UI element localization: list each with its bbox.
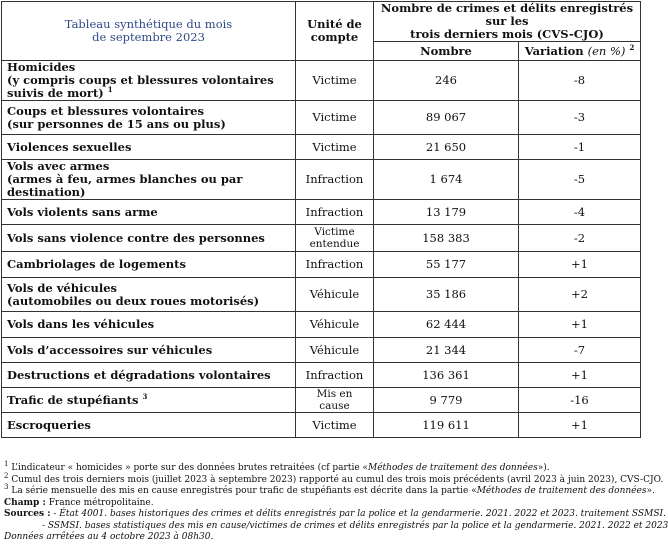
footnote-3 bbox=[4, 483, 655, 498]
summary-table bbox=[1, 1, 641, 438]
variation-column-header bbox=[519, 42, 641, 61]
footnote-3-marker: 3 bbox=[4, 483, 9, 491]
row-unit: Mis en cause bbox=[316, 388, 353, 412]
table-row bbox=[2, 252, 641, 278]
row-label: Destructions et dégradations volontaires bbox=[7, 367, 271, 382]
source-2: - SSMSI. bases statistiques des mis en cause/victimes de crimes et délits enregistrés par la police et la gendarmerie. 2021. 2022 et 2023 bbox=[42, 520, 668, 531]
row-unit-cell bbox=[296, 61, 374, 101]
row-unit-cell bbox=[296, 200, 374, 225]
row-number: 89 067 bbox=[374, 101, 519, 135]
row-number: 62 444 bbox=[374, 312, 519, 338]
sources-note bbox=[4, 509, 666, 521]
date-note bbox=[4, 532, 640, 544]
table-title bbox=[2, 2, 296, 61]
row-variation: -5 bbox=[519, 160, 641, 200]
row-number: 35 186 bbox=[374, 278, 519, 312]
row-label: Trafic de stupéfiants bbox=[7, 392, 139, 407]
sources-label: Sources : bbox=[4, 509, 51, 519]
unit-column-header bbox=[296, 2, 374, 61]
row-variation: -7 bbox=[519, 338, 641, 363]
row-unit-cell bbox=[296, 135, 374, 160]
table-row bbox=[2, 388, 641, 413]
row-variation: +2 bbox=[519, 278, 641, 312]
table-row bbox=[2, 312, 641, 338]
row-variation: +1 bbox=[519, 363, 641, 388]
row-variation: +1 bbox=[519, 252, 641, 278]
table-row bbox=[2, 160, 641, 200]
row-unit-cell bbox=[296, 278, 374, 312]
date-line: Données arrêtées au 4 octobre 2023 à 08h30. bbox=[4, 532, 214, 542]
row-label-cell bbox=[2, 338, 296, 363]
row-label: Cambriolages de logements bbox=[7, 257, 186, 271]
row-number: 1 674 bbox=[374, 160, 519, 200]
source-1: - État 4001. bases historiques des crimes et délits enregistrés par la police et la gendarmerie. 2021. 2022 et 2023. traitement SSMSI. bbox=[53, 509, 666, 519]
title-line-1: Tableau synthétique du mois bbox=[64, 17, 233, 31]
variation-header-label: Variation bbox=[524, 43, 584, 58]
row-unit: Infraction bbox=[305, 204, 364, 219]
row-unit-cell bbox=[296, 338, 374, 363]
row-label: Violences sexuelles bbox=[7, 139, 132, 154]
row-variation: -8 bbox=[519, 61, 641, 101]
row-unit: Véhicule bbox=[309, 287, 360, 301]
footnote-1-end: »). bbox=[537, 463, 550, 473]
row-label: Vols avec armes bbox=[7, 159, 110, 173]
footnote-2-text: Cumul des trois derniers mois (juillet 2023 à septembre 2023) rapporté au cumul des trois mois précédents (avril 2023 à juin 2023), CVS-CJO. bbox=[11, 474, 664, 485]
table-body bbox=[2, 61, 641, 438]
row-unit: Infraction bbox=[305, 367, 364, 382]
row-unit: Victime bbox=[314, 226, 355, 238]
footnote-3-text: La série mensuelle des mis en cause enregistrés pour trafic de stupéfiants est décrite dans la partie « bbox=[11, 486, 477, 496]
table-row bbox=[2, 200, 641, 225]
footnote-1-text: L’indicateur « homicides » porte sur des données brutes retraitées (cf partie « bbox=[11, 463, 369, 473]
row-unit-cell bbox=[296, 101, 374, 135]
row-label: Coups et blessures volontaires bbox=[7, 103, 204, 118]
table-row bbox=[2, 413, 641, 438]
row-label: Vols sans violence contre des personnes bbox=[7, 230, 265, 245]
row-label-cell bbox=[2, 61, 296, 101]
row-unit: Victime bbox=[312, 139, 357, 154]
row-label: Vols violents sans arme bbox=[7, 204, 158, 219]
row-unit: Véhicule bbox=[309, 342, 360, 357]
row-variation: +1 bbox=[519, 413, 641, 438]
group-header-line-2: trois derniers mois (CVS-CJO) bbox=[410, 27, 604, 41]
row-number: 55 177 bbox=[374, 252, 519, 278]
row-number: 9 779 bbox=[374, 388, 519, 413]
row-unit: Victime bbox=[312, 110, 357, 124]
row-unit-detail: entendue bbox=[309, 238, 360, 250]
row-label-sup: 1 bbox=[107, 85, 113, 95]
row-unit: Victime bbox=[312, 417, 357, 432]
sources-note-2 bbox=[4, 520, 668, 533]
row-label: Escroqueries bbox=[7, 417, 91, 432]
row-unit-cell bbox=[296, 225, 374, 252]
row-variation: -3 bbox=[519, 101, 641, 135]
row-label-cell bbox=[2, 225, 296, 252]
row-unit-cell bbox=[296, 363, 374, 388]
row-label: Vols d’accessoires sur véhicules bbox=[7, 342, 213, 357]
row-label-detail: (y compris coups et blessures volontaires suivis de mort) bbox=[7, 73, 274, 100]
group-column-header bbox=[374, 2, 641, 42]
row-label-detail: (armes à feu, armes blanches ou par destination) bbox=[7, 172, 243, 199]
row-variation: -16 bbox=[519, 388, 641, 413]
row-label: Homicides bbox=[7, 60, 76, 74]
row-label-cell bbox=[2, 200, 296, 225]
table-row bbox=[2, 135, 641, 160]
row-variation: -4 bbox=[519, 200, 641, 225]
row-unit-cell bbox=[296, 312, 374, 338]
row-number: 136 361 bbox=[374, 363, 519, 388]
footnote-3-end: ». bbox=[646, 486, 655, 496]
footnotes bbox=[4, 460, 668, 544]
champ-label: Champ : bbox=[4, 497, 46, 508]
row-unit: Véhicule bbox=[309, 317, 360, 331]
row-label-cell bbox=[2, 413, 296, 438]
footnote-3-italic: Méthodes de traitement des données bbox=[476, 486, 647, 496]
variation-header-sup: 2 bbox=[629, 42, 635, 52]
row-label-cell bbox=[2, 252, 296, 278]
row-label: Vols dans les véhicules bbox=[7, 317, 155, 331]
footnote-1-italic: Méthodes de traitement des données bbox=[368, 463, 538, 473]
table-row bbox=[2, 101, 641, 135]
row-unit: Infraction bbox=[305, 257, 364, 271]
group-header-line-1: Nombre de crimes et délits enregistrés sur les bbox=[380, 1, 634, 28]
table-row bbox=[2, 338, 641, 363]
row-variation: -1 bbox=[519, 135, 641, 160]
row-variation: +1 bbox=[519, 312, 641, 338]
footnote-1 bbox=[4, 460, 640, 475]
row-unit: Victime bbox=[312, 73, 357, 87]
row-label-cell bbox=[2, 312, 296, 338]
row-label-sup: 3 bbox=[142, 391, 148, 401]
variation-header-unit: (en %) bbox=[587, 43, 626, 58]
row-number: 119 611 bbox=[374, 413, 519, 438]
footnote-2 bbox=[4, 471, 664, 487]
champ-text: France métropolitaine. bbox=[48, 497, 154, 508]
champ-note bbox=[4, 498, 640, 510]
row-number: 13 179 bbox=[374, 200, 519, 225]
title-line-2: de septembre 2023 bbox=[92, 30, 205, 44]
row-unit-cell bbox=[296, 413, 374, 438]
row-unit-cell bbox=[296, 388, 374, 413]
row-label-cell bbox=[2, 363, 296, 388]
table-row bbox=[2, 61, 641, 101]
row-number: 158 383 bbox=[374, 225, 519, 252]
footnote-2-marker: 2 bbox=[4, 471, 9, 480]
row-unit-cell bbox=[296, 160, 374, 200]
row-number: 21 650 bbox=[374, 135, 519, 160]
row-label-cell bbox=[2, 388, 296, 413]
row-label-detail: (automobiles ou deux roues motorisés) bbox=[7, 293, 260, 308]
row-label-cell bbox=[2, 160, 296, 200]
number-column-header: Nombre bbox=[374, 42, 519, 61]
table-header-row bbox=[2, 2, 641, 42]
unit-header-line-2: compte bbox=[310, 30, 359, 44]
row-unit-cell bbox=[296, 252, 374, 278]
row-number: 21 344 bbox=[374, 338, 519, 363]
row-unit: Infraction bbox=[305, 172, 364, 186]
row-label-cell bbox=[2, 101, 296, 135]
footnote-1-marker: 1 bbox=[4, 460, 9, 468]
table-row bbox=[2, 278, 641, 312]
table-row bbox=[2, 225, 641, 252]
row-label: Vols de véhicules bbox=[7, 280, 117, 295]
row-label-cell bbox=[2, 135, 296, 160]
row-label-cell bbox=[2, 278, 296, 312]
row-variation: -2 bbox=[519, 225, 641, 252]
row-number: 246 bbox=[374, 61, 519, 101]
unit-header-line-1: Unité de bbox=[307, 17, 362, 31]
row-label-detail: (sur personnes de 15 ans ou plus) bbox=[7, 116, 226, 131]
table-row bbox=[2, 363, 641, 388]
